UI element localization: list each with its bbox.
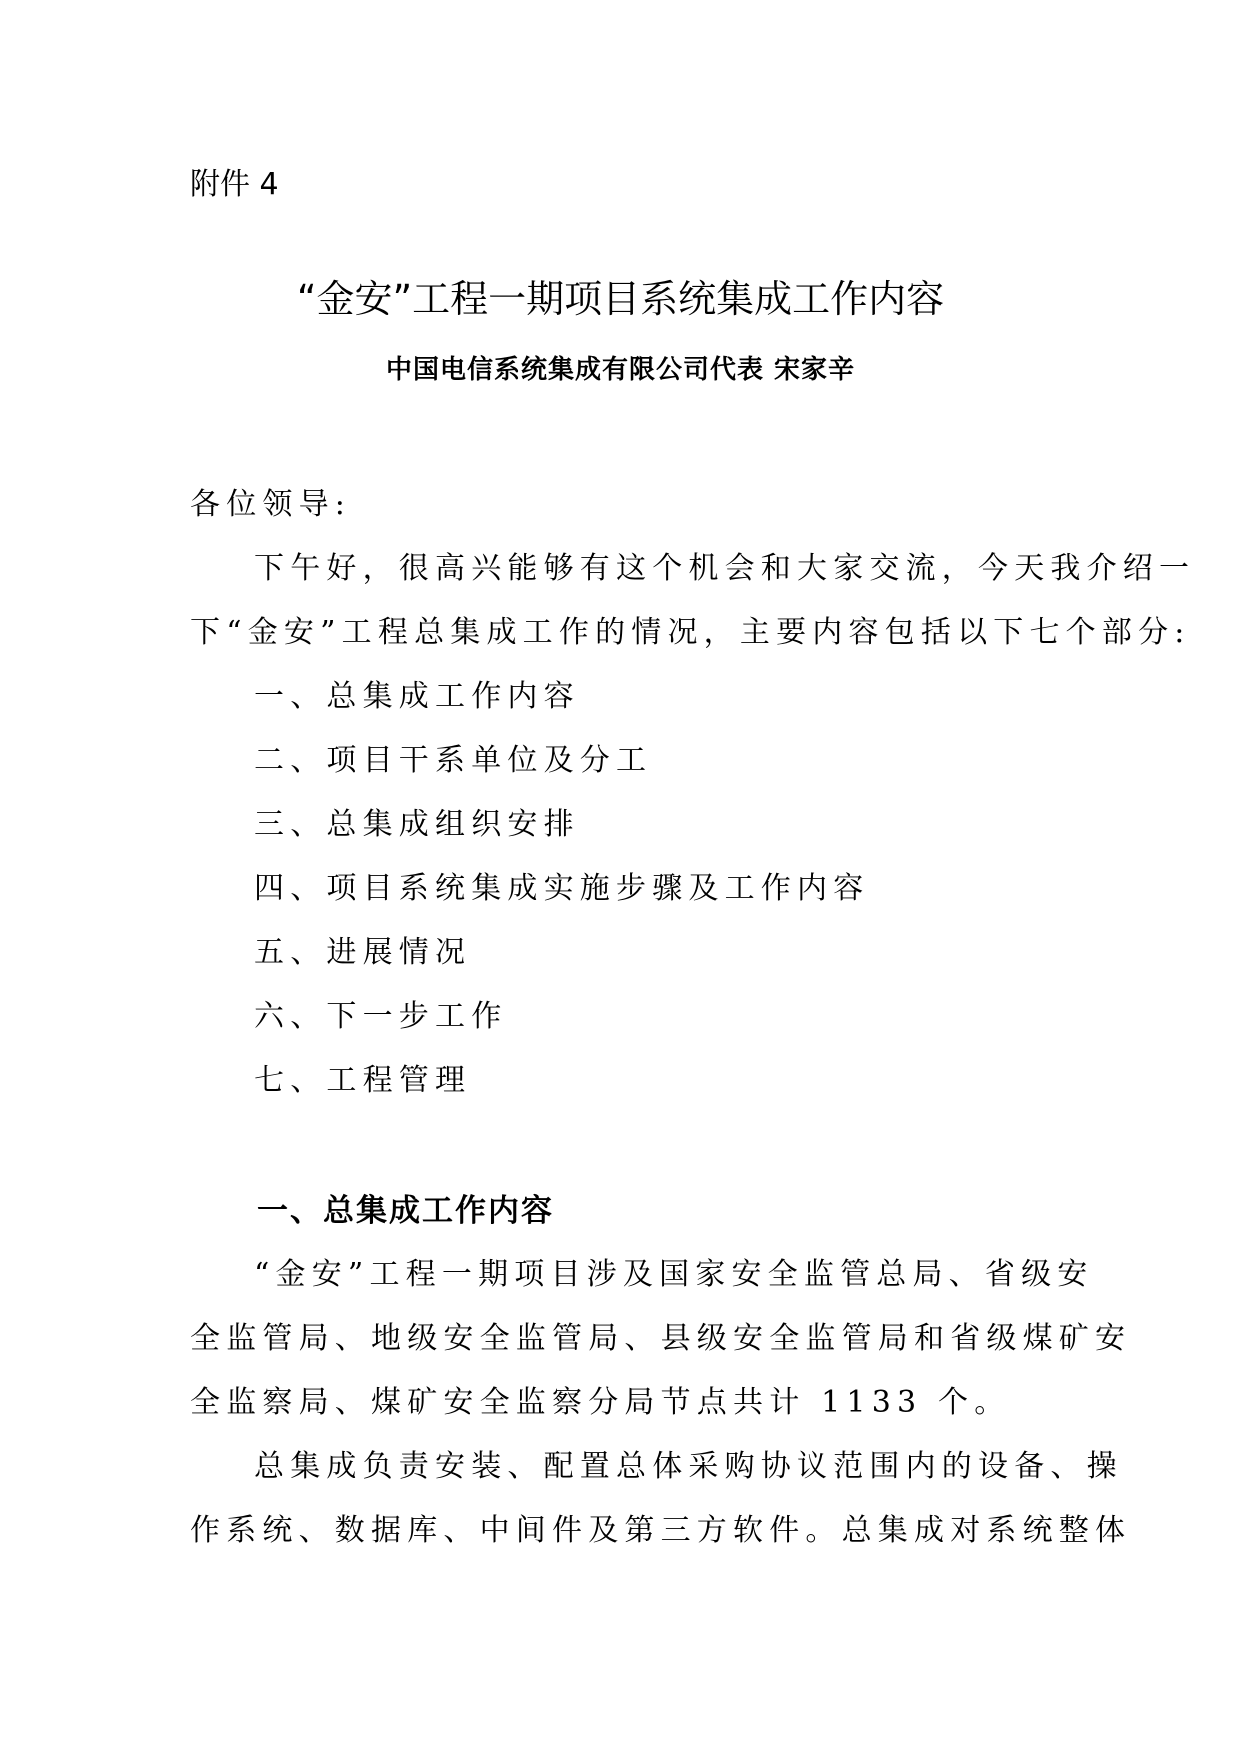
intro-line-2: 下“金安”工程总集成工作的情况，主要内容包括以下七个部分: [190, 615, 1191, 650]
attachment-label: 附件 4 [190, 167, 279, 202]
section-1-para-2-line-1: 总集成负责安装、配置总体采购协议范围内的设备、操 [254, 1449, 1123, 1484]
section-1-para-1-line-1: “金安”工程一期项目涉及国家安全监管总局、省级安 [254, 1257, 1094, 1292]
section-1-heading: 一、总集成工作内容 [257, 1193, 554, 1229]
document-subtitle: 中国电信系统集成有限公司代表 宋家辛 [385, 355, 856, 385]
salutation: 各位领导: [190, 487, 352, 522]
outline-item-6: 六、下一步工作 [254, 999, 508, 1034]
section-1-para-1-line-2: 全监管局、地级安全监管局、县级安全监管局和省级煤矿安 [190, 1321, 1132, 1356]
document-title: “金安”工程一期项目系统集成工作内容 [296, 277, 945, 321]
intro-line-1: 下午好，很高兴能够有这个机会和大家交流，今天我介绍一 [254, 551, 1196, 586]
outline-item-7: 七、工程管理 [254, 1063, 472, 1098]
outline-item-4: 四、项目系统集成实施步骤及工作内容 [254, 871, 870, 906]
outline-item-1: 一、总集成工作内容 [254, 679, 580, 714]
outline-item-2: 二、项目干系单位及分工 [254, 743, 653, 778]
section-1-para-1-line-3: 全监察局、煤矿安全监察分局节点共计 1133 个。 [190, 1385, 1011, 1420]
outline-item-3: 三、总集成组织安排 [254, 807, 580, 842]
section-1-para-2-line-2: 作系统、数据库、中间件及第三方软件。总集成对系统整体 [190, 1513, 1132, 1548]
outline-item-5: 五、进展情况 [254, 935, 472, 970]
